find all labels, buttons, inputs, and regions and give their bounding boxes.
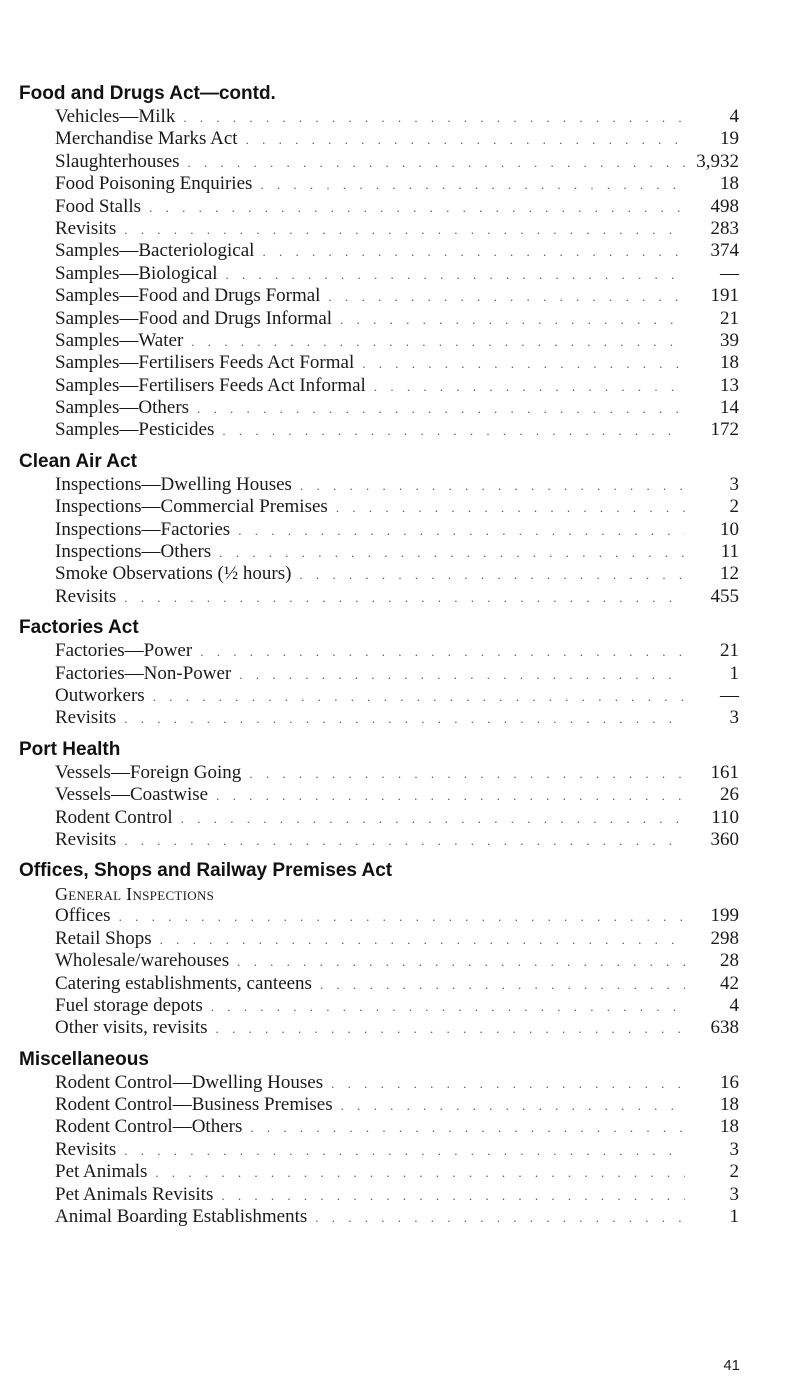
row-label: Inspections—Factories [55, 518, 231, 540]
dot-leader [323, 1073, 685, 1095]
table-row [19, 128, 739, 150]
section [19, 738, 739, 852]
dot-leader [175, 107, 685, 129]
table-row [19, 1072, 739, 1094]
dot-leader [333, 1095, 685, 1117]
table-row [19, 685, 739, 707]
dot-leader [312, 974, 685, 996]
table-row [19, 784, 739, 806]
row-label: Samples—Bacteriological [55, 240, 255, 262]
table-row [19, 173, 739, 195]
section [19, 82, 739, 442]
row-value: 42 [720, 972, 739, 994]
row-value: — [720, 262, 739, 284]
table-row [19, 1116, 739, 1138]
row-label: Slaughterhouses [55, 150, 180, 172]
row-value: 374 [710, 240, 739, 262]
row-value: 1 [729, 1206, 739, 1228]
dot-leader [116, 219, 685, 241]
row-value: 455 [710, 585, 739, 607]
table-row [19, 375, 739, 397]
table-row [19, 563, 739, 585]
row-value: 4 [729, 106, 739, 127]
row-label: Revisits [55, 828, 117, 850]
row-label: Samples—Food and Drugs Informal [55, 307, 333, 329]
dot-leader [180, 152, 685, 174]
table-row [19, 663, 739, 685]
table-row [19, 352, 739, 374]
section-heading: Port Health [19, 738, 121, 760]
table-row [19, 330, 739, 352]
table-row [19, 151, 739, 173]
row-value: 3 [729, 707, 739, 729]
dot-leader [203, 996, 685, 1018]
row-label: Pet Animals Revisits [55, 1183, 214, 1205]
row-label: Samples—Biological [55, 262, 218, 284]
section-heading: Miscellaneous [19, 1048, 149, 1070]
dot-leader [254, 241, 685, 263]
row-label: Revisits [55, 707, 117, 729]
row-label: Rodent Control—Business Premises [55, 1094, 333, 1116]
dot-leader [366, 376, 685, 398]
row-value: 283 [710, 217, 739, 239]
dot-leader [238, 129, 685, 151]
dot-leader [292, 475, 685, 497]
table-row [19, 707, 739, 729]
row-value: 199 [710, 905, 739, 927]
dot-leader [189, 398, 685, 420]
row-value: — [720, 684, 739, 706]
row-value: 3 [729, 1183, 739, 1205]
table-row [19, 807, 739, 829]
table-row [19, 1017, 739, 1039]
dot-leader [116, 830, 685, 852]
row-label: Samples—Pesticides [55, 419, 215, 441]
row-label: Fuel storage depots [55, 994, 203, 1016]
row-value: 18 [720, 173, 739, 195]
row-value: 191 [710, 285, 739, 307]
row-label: Retail Shops [55, 927, 152, 949]
table-row [19, 263, 739, 285]
dot-leader [291, 564, 685, 586]
table-row [19, 762, 739, 784]
dot-leader [116, 1140, 685, 1162]
table-row [19, 308, 739, 330]
dot-leader [230, 520, 685, 542]
table-row [19, 397, 739, 419]
row-label: Samples—Food and Drugs Formal [55, 285, 321, 307]
row-label: Vessels—Coastwise [55, 784, 209, 806]
dot-leader [208, 1018, 685, 1040]
section-heading: Food and Drugs Act—contd. [19, 83, 276, 104]
dot-leader [241, 763, 685, 785]
table-row [19, 950, 739, 972]
row-label: Animal Boarding Establishments [55, 1206, 308, 1228]
table-row [19, 496, 739, 518]
section-gap [19, 730, 739, 738]
table-row [19, 928, 739, 950]
row-value: 18 [720, 352, 739, 374]
section-gap [19, 1040, 739, 1048]
row-value: 21 [720, 640, 739, 662]
table-row [19, 640, 739, 662]
row-value: 298 [710, 927, 739, 949]
table-row [19, 419, 739, 441]
row-value: 3,932 [696, 150, 739, 172]
row-label: Samples—Fertilisers Feeds Act Formal [55, 352, 355, 374]
dot-leader [147, 1162, 685, 1184]
row-value: 1 [729, 662, 739, 684]
row-label: Rodent Control [55, 806, 173, 828]
row-value: 3 [729, 473, 739, 495]
dot-leader [192, 641, 685, 663]
dot-leader [320, 286, 685, 308]
section-subheading: General Inspections [55, 884, 215, 905]
table-row [19, 973, 739, 995]
row-label: Factories—Non-Power [55, 662, 232, 684]
section-heading: Offices, Shops and Railway Premises Act [19, 860, 393, 882]
row-label: Rodent Control—Dwelling Houses [55, 1071, 324, 1093]
row-value: 498 [710, 195, 739, 217]
row-label: Revisits [55, 1138, 117, 1160]
dot-leader [111, 906, 685, 928]
section [19, 859, 739, 1039]
section [19, 450, 739, 608]
table-row [19, 1206, 739, 1228]
section-gap [19, 442, 739, 450]
table-row [19, 1161, 739, 1183]
table-row [19, 995, 739, 1017]
table-row [19, 285, 739, 307]
section-heading: Clean Air Act [19, 450, 137, 472]
row-value: 16 [720, 1071, 739, 1093]
table-row [19, 519, 739, 541]
row-value: 2 [729, 496, 739, 518]
row-label: Revisits [55, 217, 117, 239]
row-value: 3 [729, 1138, 739, 1160]
row-label: Other visits, revisits [55, 1017, 208, 1039]
row-value: 12 [720, 563, 739, 585]
row-value: 638 [710, 1017, 739, 1039]
section-gap [19, 851, 739, 859]
row-label: Vehicles—Milk [55, 106, 176, 127]
dot-leader [145, 686, 685, 708]
row-value: 161 [710, 761, 739, 783]
dot-leader [332, 309, 685, 331]
dot-leader [183, 331, 685, 353]
table-row [19, 586, 739, 608]
row-label: Offices [55, 905, 111, 927]
section [19, 616, 739, 730]
page-number: 41 [723, 1357, 740, 1374]
table-row [19, 218, 739, 240]
row-value: 110 [711, 806, 739, 828]
dot-leader [152, 929, 685, 951]
table-row [19, 474, 739, 496]
row-label: Samples—Water [55, 329, 184, 351]
table-row [19, 240, 739, 262]
dot-leader [214, 420, 685, 442]
dot-leader [328, 497, 685, 519]
table-row [19, 1184, 739, 1206]
row-label: Inspections—Others [55, 541, 212, 563]
row-label: Samples—Fertilisers Feeds Act Informal [55, 374, 366, 396]
table-row [19, 1139, 739, 1161]
dot-leader [173, 808, 685, 830]
row-value: 18 [720, 1094, 739, 1116]
table-row [19, 829, 739, 851]
row-value: 21 [720, 307, 739, 329]
dot-leader [141, 197, 685, 219]
dot-leader [116, 708, 685, 730]
row-value: 39 [720, 329, 739, 351]
table-row [19, 905, 739, 927]
row-value: 14 [720, 397, 739, 419]
row-label: Smoke Observations (½ hours) [55, 563, 292, 585]
row-label: Rodent Control—Others [55, 1116, 243, 1138]
row-value: 4 [729, 994, 739, 1016]
row-value: 11 [720, 541, 739, 563]
dot-leader [116, 587, 685, 609]
row-label: Vessels—Foreign Going [55, 761, 242, 783]
section-gap [19, 608, 739, 616]
row-label: Food Stalls [55, 195, 142, 217]
row-label: Wholesale/warehouses [55, 950, 230, 972]
row-label: Catering establishments, canteens [55, 972, 312, 994]
row-value: 28 [720, 950, 739, 972]
row-value: 10 [720, 518, 739, 540]
dot-leader [218, 264, 685, 286]
dot-leader [307, 1207, 685, 1229]
table-row [19, 541, 739, 563]
row-value: 172 [710, 419, 739, 441]
dot-leader [354, 353, 685, 375]
row-label: Pet Animals [55, 1161, 148, 1183]
dot-leader [242, 1117, 685, 1139]
section-heading: Factories Act [19, 617, 139, 639]
row-label: Food Poisoning Enquiries [55, 173, 253, 195]
section [19, 1048, 739, 1229]
dot-leader [252, 174, 685, 196]
table-row [19, 196, 739, 218]
row-value: 2 [729, 1161, 739, 1183]
table-row [19, 1094, 739, 1116]
row-value: 26 [720, 784, 739, 806]
document-body [19, 82, 739, 1228]
table-row [19, 106, 739, 128]
dot-leader [213, 1185, 685, 1207]
row-label: Inspections—Dwelling Houses [55, 473, 292, 495]
row-value: 19 [720, 128, 739, 150]
row-value: 360 [710, 828, 739, 850]
row-label: Merchandise Marks Act [55, 128, 238, 150]
row-value: 18 [720, 1116, 739, 1138]
row-label: Factories—Power [55, 640, 193, 662]
dot-leader [231, 664, 685, 686]
row-label: Outworkers [55, 684, 145, 706]
dot-leader [229, 951, 685, 973]
dot-leader [208, 785, 685, 807]
row-label: Inspections—Commercial Premises [55, 496, 328, 518]
row-value: 13 [720, 374, 739, 396]
dot-leader [211, 542, 685, 564]
row-label: Samples—Others [55, 397, 190, 419]
row-label: Revisits [55, 585, 117, 607]
